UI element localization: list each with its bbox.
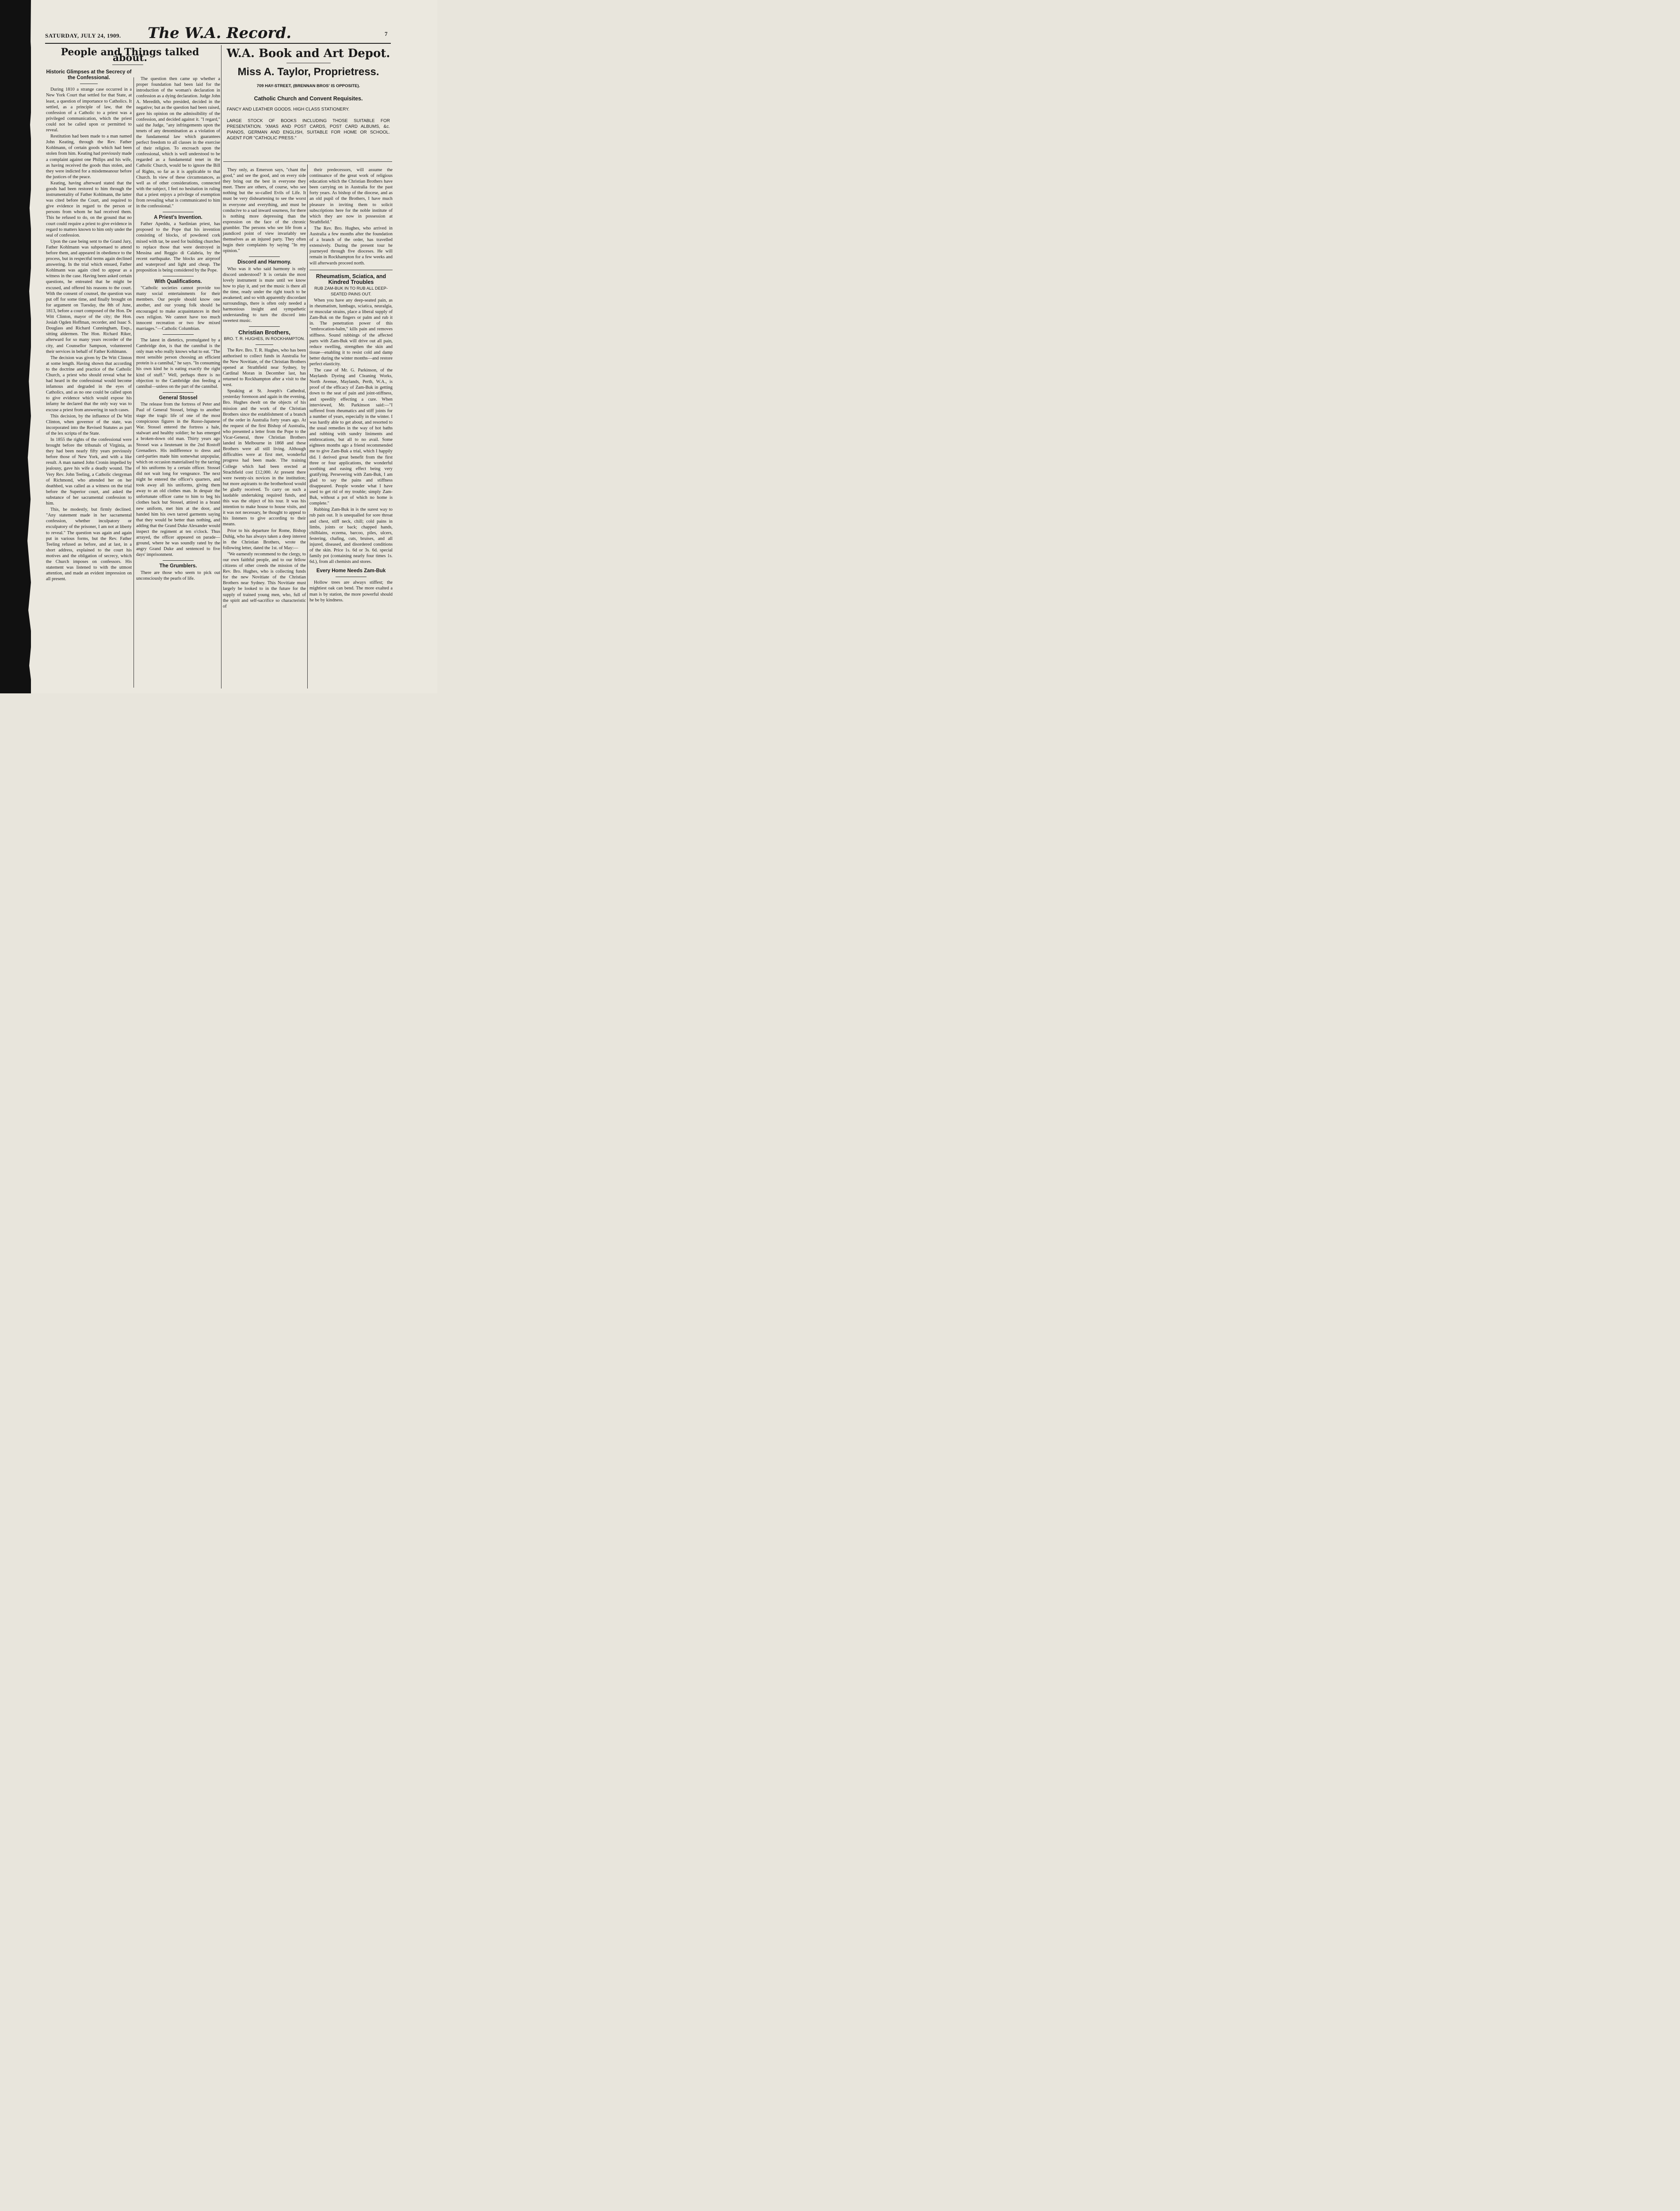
paragraph: There are those who seem to pick out unconsciously the pearls of life.: [136, 570, 220, 581]
ad-bottom-rule: [223, 161, 392, 162]
paragraph: Restitution had been made to a man named John Keating, through the Rev. Father Kohlmann, of certain goods which had been stolen from him. Keating had previously made a complaint against one Philips and his wife, as having received the goods thus stolen, and they were indicted for a misdemeanour before the justices of the peace.: [46, 134, 132, 180]
paragraph: The decision was given by De Witt Clinton at some length. Having shown that according to the doctrine and practice of the Catholic Church, a priest who should reveal what he had heard in the confessional would become infamous and degraded in the eyes of Catholics, and as no one could be called upon to give evidence which would expose his infamy he declared that the only way was to excuse a priest from answering in such cases.: [46, 355, 132, 413]
paragraph: The Rev. Bro. T. R. Hughes, who has been authorised to collect funds in Australia for the New Novitiate, of the Christian Brothers opened at Strathfield near Sydney, by Cardinal Moran in December last, has returned to Rockhampton after a visit to the west.: [223, 348, 306, 388]
article-title-discord: Discord and Harmony.: [237, 260, 291, 265]
issue-date: SATURDAY, JULY 24, 1909.: [45, 32, 121, 39]
paragraph: The Rev. Bro. Hughes, who arrived in Australia a few months after the foundation of a branch of the order, has travelled extensively. During the present tour he journeyed through five dioceses. He will remain in Rockhampton for a few weeks and will afterwards proceed north.: [309, 226, 393, 266]
column-divider: [307, 164, 308, 689]
paragraph: Prior to his departure for Rome, Bishop Duhig, who has always taken a deep interest in the Christian Brothers, wrote the following letter, dated the 1st. of May:—: [223, 528, 306, 551]
article-title-stossel: General Stossel: [159, 395, 198, 401]
article-subtitle-brothers: BRO. T. R. HUGHES, IN ROCKHAMPTON.: [224, 336, 305, 341]
column-4: [309, 167, 393, 604]
article-title-grumblers: The Grumblers.: [159, 563, 197, 569]
paragraph: "We earnestly recommend to the clergy, to our own faithful people, and to our fellow citizens of other creeds the mission of the Rev. Bro. Hughes, who is collecting funds for the new Novitiate of the Christian Brothers near Sydney. This Novitiate must largely be looked to in the future for the supply of trained young men, who, full of the spirit and self-sacrifice so characteristic of: [223, 551, 306, 609]
paragraph: When you have any deep-seated pain, as in rheumatism, lumbago, sciatica, neuralgia, or muscular strains, place a liberal supply of Zam-Buk on the fingers or palm and rub it in. The penetration power of this "embrocation-balm," kills pain and removes stiffness. Sound rubbings of the affected parts with Zam-Buk will drive out all pain, reduce swelling, strengthen the skin and tissue—enabling it to resist cold and damp better during the winter months—and restore perfect elasticity.: [309, 298, 393, 367]
section-heading: People and Things talked about.: [61, 46, 199, 64]
paragraph: their predecessors, will assume the continuance of the great work of religious education which the Christian Brothers have been carrying on in Australia for the past forty years. As bishop of the diocese, and as an old pupil of the Brothers, I have much pleasure in inviting them to solicit subscriptions here for the noble institute of which they are now in possession at Strathfield.": [309, 168, 393, 225]
paragraph: Keating, having afterward stated that the goods had been restored to him through the instrumentality of Father Kohlmann, the latter was cited before the Court, and required to give evidence in regard to the person or persons from whom he had received them. This he refused to do, on the ground that no court could require a priest to give evidence in regard to matters known to him only under the seal of confession.: [46, 180, 132, 238]
paragraph: This decision, by the influence of De Witt Clinton, when governor of the state, was incorporated into the Revised Statutes as part of the lex scripta of the State.: [46, 413, 132, 436]
page-number: 7: [385, 31, 388, 37]
ad-heading: W.A. Book and Art Depot.: [226, 47, 390, 60]
article-title-invention: A Priest's Invention.: [154, 215, 202, 221]
torn-left-margin: [0, 0, 31, 693]
column-2: [136, 76, 220, 582]
article-title-brothers: Christian Brothers,: [238, 329, 290, 336]
article-subtitle-rheumatism: RUB ZAM-BUK IN TO RUB ALL DEEP-SEATED PAINS OUT.: [314, 286, 388, 297]
paragraph: During 1810 a strange case occurred in a New York Court that settled for that State, at least, a question of importance to Catholics. It settled, as a principle of law, that the confession of a Catholic to a priest was a privileged communication, which the priest could not be called upon or permitted to reveal.: [46, 87, 132, 133]
book-depot-advertisement: [223, 47, 393, 141]
ad-proprietress: Miss A. Taylor, Proprietress.: [237, 66, 379, 78]
paragraph: Upon the case being sent to the Grand Jury, Father Kohlmann was subpoenaed to attend before them, and appeared in obedience to the process, but in respectful terms again declined answering. In the trial which ensued, Father Kohlmann was again cited to appear as a witness in the case. Having been asked certain questions, he entreated that he might be excused, and offered his reasons to the court. With the consent of counsel, the question was put off for some time, and finally brought on for argument on Tuesday, the 8th of June, 1813, before a court composed of the Hon. De Witt Clinton, mayor of the city; the Hon. Josiah Ogden Hoffman, recorder, and Isaac S. Douglass and Richard Cunningham, Esqs., sitting aldermen. The Hon. Richard Riker, afterward for so many years recorder of the city, and Counsellor Sampson, volunteered their services in behalf of Father Kohlmann.: [46, 239, 132, 354]
paragraph: Rubbing Zam-Buk in is the surest way to rub pain out. It is unequalled for sore throat and chest, stiff neck, chill; cold pains in limbs, joints or back; chapped hands, chilblains, eczema, barcoo, piles, ulcers, festering, chafing, cuts, bruises, and all injured, diseased, and disordered conditions of the skin. Price 1s. 6d or 3s. 6d. special family pot (containing nearly four times 1s. 6d.), from all chemists and stores.: [309, 507, 393, 565]
section-rule: [249, 326, 280, 327]
paragraph: Father Apeddu, a Sardinian priest, has proposed to the Pope that his invention consisting of blocks, of powdered cork mixed with tar, be used for building churches to replace those that were destroyed in Messina and Reggio di Calabria, by the recent earthquake. The blocks are airproof and waterproof and light and cheap. The proposition is being considered by the Pope.: [136, 222, 220, 273]
section-rule: [249, 256, 280, 257]
paragraph: This, he modestly, but firmly declined. "Any statement made in her sacramental confession, whether inculpatory or exculpatory of the prisoner, I am not at liberty to reveal." The question was again and again put in various forms, but the Rev. Father Teeling refused as before, and at last, in a short address, explained to the court his motives and the obligation of secrecy, which the Church imposes on confessors. His statement was listened to with the utmost attention, and made an evident impression on all present.: [46, 507, 132, 582]
masthead-rule: [45, 43, 391, 44]
paragraph: The case of Mr. G. Parkinson, of the Maylands Dyeing and Cleaning Works, North Avenue, Maylands, Perth, W.A., is proof of the efficacy of Zam-Buk in getting down to the seat of pain and joint-stiffness, and speedily effecting a cure. When interviewed, Mr. Parkinson said:—"I suffered from rheumatics and stiff joints for a number of years, especially in the winter. I was hardly able to get about, and resorted to the usual remedies in the way of hot baths and rubbing with sundry liniments and embrocations, but all to no avail. Some eighteen months ago a friend recommended me to give Zam-Buk a trial, which I happily did. I derived great benefit from the first three or four applications, the wonderful soothing and easing effect being very gratifying. Persevering with Zam-Buk, I am glad to say the pains and stiffness disappeared. People wonder what I have used to get rid of my trouble; simply Zam-Buk, without a pot of which no home is complete.": [309, 368, 393, 506]
newspaper-title: The W.A. Record.: [148, 24, 292, 42]
column-3: [223, 167, 306, 610]
paragraph: "Catholic societies cannot provide too many social entertainments for their members. Our people should know one another, and our young folk should be encouraged to make acquaintances in their own religion. We cannot have too much innocent recreation or two few mixed marriages."—Catholic Columbian.: [136, 286, 220, 331]
newspaper-page: [0, 0, 437, 693]
ad-requisites: Catholic Church and Convent Requisites.: [254, 96, 363, 102]
ad-goods: FANCY AND LEATHER GOODS. HIGH CLASS STATIONERY.: [227, 107, 350, 112]
section-rule: [163, 334, 194, 335]
article-title-confessional: Historic Glimpses at the Secrecy of the Confessional.: [46, 69, 132, 81]
section-rule: [256, 344, 273, 345]
masthead: [45, 24, 390, 42]
article-title-qualifications: With Qualifications.: [154, 279, 202, 285]
paragraph: Speaking at St. Joseph's Cathedral, yesterday forenoon and again in the evening, Bro. Hughes dwelt on the objects of his mission and the work of the Christian Brothers since the establishment of a branch of the order in Australia forty years ago. At the request of the first Bishop of Australia, who presented a letter from the Pope to the Vicar-General, three Christian Brothers landed in Melbourne in 1868 and these Brothers were all still living. Although difficulties were at first met, wonderful progress had been made. The training College which had been erected at Strachfield cost £12,000. At present there were twenty-six novices in the institution; but more aspirants to the brotherhood would be gladly received. To carry on such a laudable undertaking required funds, and this was the object of his tour. It was his intention to make house to house visits, and it was not necessary, he thought to appeal to his listeners to give according to their means.: [223, 389, 306, 527]
paragraph: Hollow trees are always stiffest; the mightiest oak can bend. The more exalted a man is by station, the more powerful should he be by kindness.: [309, 580, 393, 603]
paragraph: Who was it who said harmony is only discord understood? It is certain the most lovely instrument is mute until we know how to play it, and yet the music is there all the time, ready under the right touch to be awakened; and so with apparently discordant surroundings, there is often only needed a harmonious insight and sympathetic understanding to turn the discord into sweetest music.: [223, 266, 306, 324]
section-rule: [163, 560, 194, 561]
zam-buk-tagline: Every Home Needs Zam-Buk: [316, 568, 386, 574]
ad-address: 709 HAY-STREET, (BRENNAN BROS' IS OPPOSITE).: [256, 84, 360, 88]
paragraph: In 1855 the rights of the confessional were brought before the tribunals of Virginia, as they had been nearly fifty years previously before those of New York, and with a like result. A man named John Cronin impelled by jealousy, gave his wife a deadly wound. The Very Rev. John Teeling, a Catholic clergyman of Richmond, who attended her on her deathbed, was called as a witness on the trial before the Superior court, and asked the substance of her sacramental confession to him.: [46, 437, 132, 506]
paragraph: The question then came up whether a proper foundation had been laid for the introduction of the woman's declaration in confession as a dying declaration. Judge John A. Meredith, who presided, decided in the negative; but as the question had been raised, gave his opinion on the admissibility of the confession, and decided against it. "I regard," said the Judge, "any infringements upon the tenets of any denomination as a violation of the fundamental law which guarantees perfect freedom to all classes in the exercise of their religion. To encroach upon the confessional, which is well understood to be regarded as a fundamental tenet in the Catholic Church, would be to ignore the Bill of Rights, so far as it is applicable to that Church. In view of these circumstances, as well as of other considerations, connected with the subject, I feel no hesitation in ruling that a priest enjoys a privilege of exemption from revealing what is communicated to him in the confessional.": [136, 77, 220, 209]
paragraph: The latest in dietetics, promulgated by a Cambridge don, is that the cannibal is the only man who really knows what to eat. "The most sensible person choosing an efficient protein is a cannibal," he says. "In consuming his own kind he is eating exactly the right kind of stuff." Well, perhaps there is no objection to the Cambridge don feeding a cannibal—unless on the part of the cannibal.: [136, 337, 220, 389]
paragraph: They only, as Emerson says, "chant the good," and see the good, and on every side they bring out the best in everyone they meet. There are others, of course, who see nothing but the so-called Evils of Life. It must be very disheartening to see the worst in everyone and everything, and must be conducive to a sad inward sourness, for there is nothing more depressing than the expression on the face of the chronic grumbler. The persons who see life from a jaundiced point of view invariably see themselves as an injured party. They often begin their complaints by saying "In my opinion.": [223, 168, 306, 254]
paragraph: The release from the fortress of Peter and Paul of General Stossel, brings to another stage the tragic life of one of the most conspicuous figures in the Russo-Japanese War. Stossel entered the fortress a hale, stalwart and healthy soldier; he has emerged a broken-down old man. Thirty years ago Stossel was a lieutenant in the 2nd Rostoff Grenadiers. His indifference to dress and card-parties made him somewhat unpopular, which on occasion materialised by the tarring of his uniforms by a certain officer. Stossel did not wait long for vengeance. The next night he entered the officer's quarters, and took away all his uniforms, giving them away to an old clothes man. In despair the unfortunate officer came to him to beg his clothes back but Stossel, attired in a brand new uniform, met him at the door, and handed him his own tarred garments saying that they would be better than nothing, and adding that the Grand Duke Alexander would inspect the regiment at ten o'clock. Thus arrayed, the officer appeared on parade—ground, where he was soundly rated by the angry Grand Duke and sentenced to five days' imprisonment.: [136, 402, 220, 558]
section-rule: [163, 392, 194, 393]
ad-stock: LARGE STOCK OF BOOKS INCLUDING THOSE SUITABLE FOR PRESENTATION. 'XMAS AND POST CARDS, POST CARD ALBUMS, &c. PIANOS, GERMAN AND ENGLISH, SUITABLE FOR HOME OR SCHOOL. AGENT FOR "CATHOLIC PRESS.": [227, 119, 390, 141]
article-title-rheumatism: Rheumatism, Sciatica, and Kindred Troubles: [316, 273, 386, 285]
